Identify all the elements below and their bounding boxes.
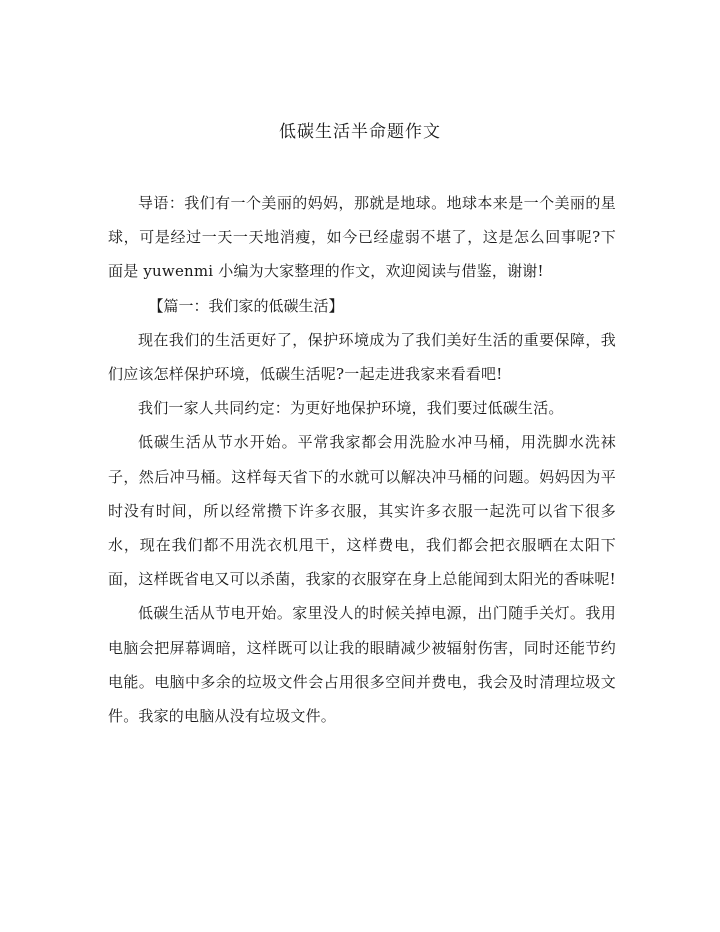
document-title: 低碳生活半命题作文: [279, 122, 441, 142]
document-body: [108, 186, 616, 733]
section-heading: 【篇一：我们家的低碳生活】: [148, 296, 344, 315]
intro-paragraph: 导语：我们有一个美丽的妈妈，那就是地球。地球本来是一个美丽的星球，可是经过一天一天地消瘦，如今已经虚弱不堪了，这是怎么回事呢?下面是 yuwenmi 小编为大家整理的作文，欢迎阅读与借鉴，谢谢!: [108, 194, 616, 281]
body-paragraph: 低碳生活从节水开始。平常我家都会用洗脸水冲马桶，用洗脚水洗袜子，然后冲马桶。这样每天省下的水就可以解决冲马桶的问题。妈妈因为平时没有时间，所以经常攒下许多衣服，其实许多衣服一起洗可以省下很多水，现在我们都不用洗衣机甩干，这样费电，我们都会把衣服晒在太阳下面，这样既省电又可以杀菌，我家的衣服穿在身上总能闻到太阳光的香味呢!: [108, 433, 616, 589]
body-paragraph: 现在我们的生活更好了，保护环境成为了我们美好生活的重要保障，我们应该怎样保护环境，低碳生活呢?一起走进我家来看看吧!: [108, 330, 616, 384]
body-paragraph: 我们一家人共同约定：为更好地保护环境，我们要过低碳生活。: [138, 399, 564, 418]
body-paragraph: 低碳生活从节电开始。家里没人的时候关掉电源，出门随手关灯。我用电脑会把屏幕调暗，这样既可以让我的眼睛减少被辐射伤害，同时还能节约电能。电脑中多余的垃圾文件会占用很多空间并费电，我会及时清理垃圾文件。我家的电脑从没有垃圾文件。: [108, 604, 616, 726]
